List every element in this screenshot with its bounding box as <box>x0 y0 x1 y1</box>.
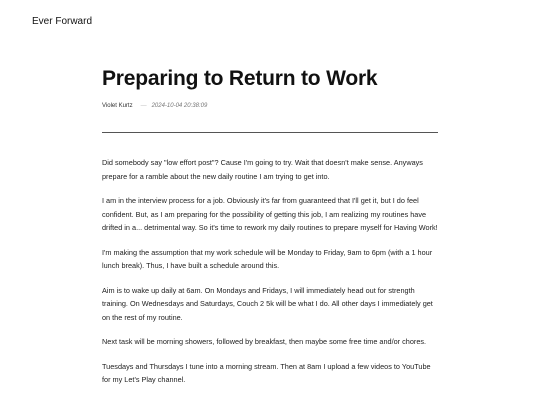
title-divider <box>102 132 438 133</box>
article <box>102 66 438 398</box>
site-title-link[interactable]: Ever Forward <box>32 16 93 27</box>
meta-separator: — <box>140 103 147 109</box>
paragraph: Tuesdays and Thursdays I tune into a morning stream. Then at 8am I upload a few videos to YouTube for my Let's Play channel. <box>102 361 431 384</box>
paragraph: Did somebody say "low effort post"? Cause I'm going to try. Wait that doesn't make sense. Anyways prepare for a ramble about the new daily routine I am trying to get into. <box>102 158 423 181</box>
paragraph: I'm making the assumption that my work schedule will be Monday to Friday, 9am to 6pm (with a 1 hour lunch break). Thus, I have built a schedule around this. <box>102 247 433 270</box>
paragraph: Aim is to wake up daily at 6am. On Mondays and Fridays, I will immediately head out for strength training. On Wednesdays and Saturdays, Couch 2 5k will be what I do. All other days I immediately get on the rest of my routine. <box>102 285 433 322</box>
post-content <box>102 156 438 387</box>
paragraph: I am in the interview process for a job. Obviously it's far from guaranteed that I'll get it, but I do feel confident. But, as I am preparing for the possibility of getting this job, I am realizing my routines have drifted in a... detrimental way. So it's time to rework my daily routines to prepare myself for Having Work! <box>102 196 438 232</box>
paragraph: Next task will be morning showers, followed by breakfast, then maybe some free time and/or chores. <box>102 337 427 346</box>
post-author: Violet Kurtz <box>102 103 133 109</box>
post-date: 2024-10-04 20:38:09 <box>151 103 208 109</box>
post-meta <box>102 102 438 110</box>
post-title: Preparing to Return to Work <box>102 67 378 90</box>
